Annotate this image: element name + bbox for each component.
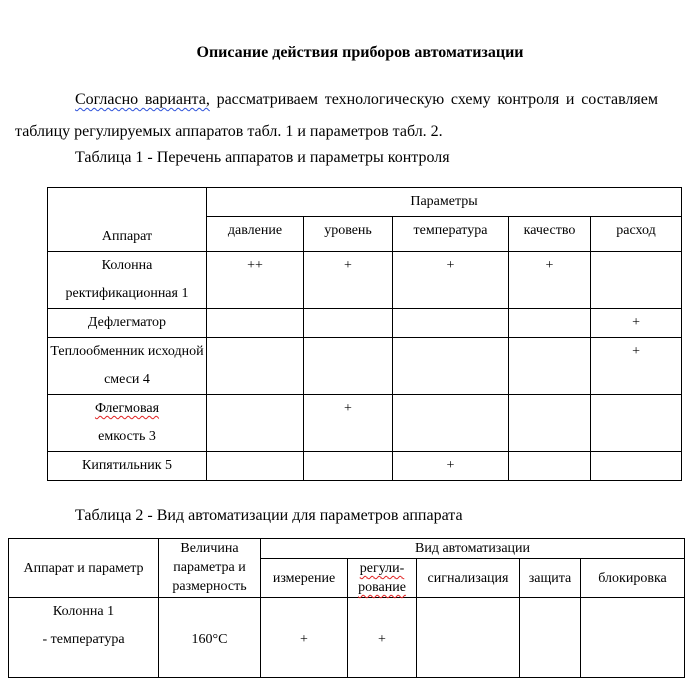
- intro-text: рассматриваем технологическую схему контроля и составляем таблицу регулируемых аппаратов табл. 1 и параметров табл. 2.: [15, 91, 658, 140]
- table2-subheader: защита: [520, 559, 581, 598]
- table1-header-params: Параметры: [207, 188, 682, 217]
- document-heading: Описание действия приборов автоматизации: [196, 44, 524, 61]
- table2-subheader: блокировка: [581, 559, 685, 598]
- table1-caption: Таблица 1 - Перечень аппаратов и параметры контроля: [75, 149, 450, 166]
- table1-cell: ++: [207, 252, 304, 309]
- table2-cell: [348, 598, 417, 678]
- table-row: [48, 395, 682, 452]
- table2-subheader: сигнализация: [417, 559, 520, 598]
- table2-header-apparatus: Аппарат и параметр: [9, 539, 159, 598]
- table1-cell: [509, 452, 591, 481]
- table1-cell: +: [509, 252, 591, 309]
- table1-cell: +: [304, 252, 393, 309]
- table1-cell: [591, 395, 682, 452]
- table1-row-name: Дефлегматор: [48, 309, 207, 338]
- table1-cell: +: [304, 395, 393, 452]
- table1-cell: +: [393, 452, 509, 481]
- table1-row-name: Кипятильник 5: [48, 452, 207, 481]
- table1-cell: [393, 338, 509, 395]
- intro-link-phrase: Согласно варианта,: [75, 91, 210, 108]
- table1-cell: [304, 338, 393, 395]
- table-row: [48, 452, 682, 481]
- table1-row-name: Теплообменник исходной смеси 4: [48, 338, 207, 395]
- mark: +: [378, 632, 386, 647]
- table2-caption: Таблица 2 - Вид автоматизации для параметров аппарата: [75, 507, 463, 524]
- table2-apparatus-cell: [9, 598, 159, 678]
- table1-cell: [591, 252, 682, 309]
- row-name-underlined: Флегмовая: [94, 401, 160, 416]
- table1-cell: [393, 395, 509, 452]
- table2-cell: [581, 598, 685, 678]
- table1-cell: [393, 309, 509, 338]
- table1-cell: +: [591, 338, 682, 395]
- table1: [47, 187, 682, 481]
- table1-header-apparatus: Аппарат: [48, 188, 207, 252]
- table1-cell: [207, 452, 304, 481]
- intro-paragraph: [15, 84, 658, 148]
- table1-cell: [591, 452, 682, 481]
- table1-cell: +: [393, 252, 509, 309]
- table1-cell: [207, 309, 304, 338]
- table2-subheader: [348, 559, 417, 598]
- table1-cell: [304, 452, 393, 481]
- table-row: [48, 309, 682, 338]
- table1-cell: [509, 395, 591, 452]
- param-value: 160°С: [191, 632, 228, 647]
- table1-col-header: качество: [509, 217, 591, 252]
- regulation-label: регули-рование: [358, 561, 406, 595]
- row-name-rest: емкость 3: [98, 429, 156, 444]
- table-row: [9, 598, 685, 678]
- table1-row-name: Колонна ректификационная 1: [48, 252, 207, 309]
- table2-header-group: Вид автоматизации: [261, 539, 685, 559]
- param-name: - температура: [42, 632, 125, 647]
- table1-cell: [207, 395, 304, 452]
- apparatus-name: Колонна 1: [52, 604, 115, 619]
- table2-cell: [417, 598, 520, 678]
- table2-cell: [520, 598, 581, 678]
- table2-header-value: Величина параметра и размерность: [159, 539, 261, 598]
- table1-cell: +: [591, 309, 682, 338]
- table2-cell: [261, 598, 348, 678]
- table2-value-cell: [159, 598, 261, 678]
- table2: [8, 538, 685, 678]
- table1-row-name: [48, 395, 207, 452]
- table2-subheader: измерение: [261, 559, 348, 598]
- table1-col-header: уровень: [304, 217, 393, 252]
- table-row: [48, 252, 682, 309]
- table1-col-header: расход: [591, 217, 682, 252]
- table-row: [48, 338, 682, 395]
- table1-cell: [207, 338, 304, 395]
- table1-cell: [304, 309, 393, 338]
- mark: +: [300, 632, 308, 647]
- table1-col-header: давление: [207, 217, 304, 252]
- table1-cell: [509, 338, 591, 395]
- table1-cell: [509, 309, 591, 338]
- table1-col-header: температура: [393, 217, 509, 252]
